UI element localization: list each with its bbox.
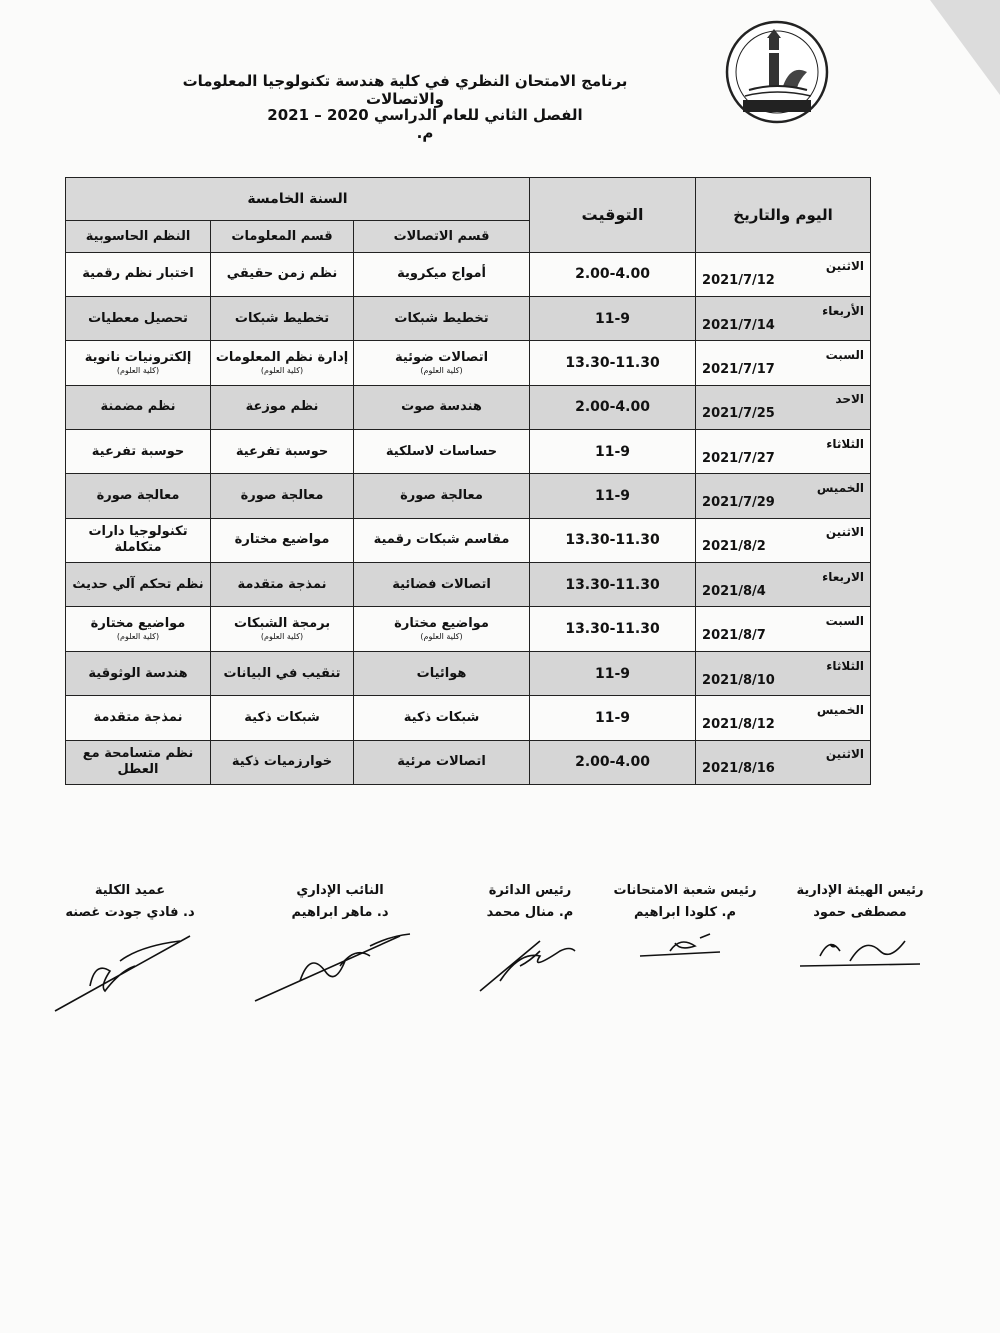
subject-name: مواضيع مختارة (394, 616, 489, 632)
subject-cell (354, 474, 530, 518)
subject-name: نظم متسامحة مع العطل (82, 746, 194, 778)
exam-time: 2.00-4.00 (530, 252, 696, 296)
subject-cell (66, 296, 211, 340)
exam-date: 2021/7/25 (702, 406, 775, 422)
subject-cell (66, 563, 211, 607)
day-date-cell (696, 563, 871, 607)
subject-name: شبكات ذكية (403, 709, 480, 725)
subject-name: نظم موزعة (245, 399, 319, 415)
subject-cell (66, 696, 211, 740)
exam-time: 13.30-11.30 (530, 607, 696, 651)
exam-schedule-table (65, 177, 871, 785)
subject-cell (66, 341, 211, 385)
day-name: الاربعاء (822, 569, 865, 584)
faculty-note: (كلية العلوم) (260, 632, 304, 642)
subject-name: اتصالات مرئية (397, 754, 486, 770)
table-row (66, 385, 871, 429)
signature-role: النائب الإداري (296, 883, 384, 898)
exam-date: 2021/8/16 (702, 761, 775, 777)
exam-date: 2021/8/4 (702, 583, 766, 599)
subject-name: معالجة صورة (96, 488, 180, 504)
subject-cell (66, 607, 211, 651)
day-name: الأربعاء (822, 303, 865, 318)
subject-cell (354, 385, 530, 429)
header-fifth-year: السنة الخامسة (66, 178, 530, 221)
signature-name: د. ماهر ابراهيم (291, 905, 389, 920)
subject-name: تكنولوجيا دارات متكاملة (88, 524, 188, 556)
subject-name: معالجة صورة (240, 488, 324, 504)
subject-cell (66, 518, 211, 562)
header-dept-information: قسم المعلومات (211, 221, 354, 252)
table-row (66, 696, 871, 740)
header-dept-communications: قسم الاتصالات (354, 221, 530, 252)
day-name: الاثنين (825, 747, 865, 762)
day-date-cell (696, 341, 871, 385)
day-date-cell (696, 430, 871, 474)
signature-role: رئيس الدائرة (488, 883, 572, 898)
subject-name: تخطيط شبكات (394, 310, 489, 326)
day-date-cell (696, 651, 871, 695)
table-row (66, 518, 871, 562)
subject-cell (66, 252, 211, 296)
subject-cell (354, 607, 530, 651)
signature-role: رئيس شعبة الامتحانات (613, 883, 757, 898)
table-row (66, 474, 871, 518)
faculty-note: (كلية العلوم) (260, 366, 304, 375)
day-name: الثلاثاء (826, 658, 865, 673)
subject-name: نظم تحكم آلي حديث (72, 576, 204, 592)
exam-date: 2021/8/12 (702, 716, 775, 732)
subject-name: حوسبة تفرعية (235, 443, 329, 459)
table-row (66, 341, 871, 385)
day-date-cell (696, 296, 871, 340)
table-row (66, 607, 871, 651)
semester-subtitle: الفصل الثاني للعام الدراسي 2020 – 2021 م. (267, 106, 583, 142)
signature-role: عميد الكلية (94, 883, 166, 898)
subject-name: اتصالات ضوئية (394, 350, 489, 365)
subject-name: هندسة الوثوقية (88, 665, 188, 681)
signature-name: د. فادي جودت غصنه (65, 905, 195, 920)
header-day-date: اليوم والتاريخ (696, 178, 871, 253)
day-name: السبت (825, 348, 865, 362)
subject-cell (354, 341, 530, 385)
subject-cell (354, 430, 530, 474)
faculty-note: (كلية العلوم) (420, 366, 463, 375)
subject-name: نمذجة متقدمة (237, 576, 327, 592)
exam-time: 11-9 (530, 430, 696, 474)
signature-name: م. كلودا ابراهيم (633, 905, 737, 920)
exam-time: 11-9 (530, 696, 696, 740)
subject-cell (354, 651, 530, 695)
subject-cell (66, 474, 211, 518)
subject-cell (354, 252, 530, 296)
subject-name: نمذجة متقدمة (93, 709, 183, 725)
subject-name: معالجة صورة (400, 488, 483, 504)
exam-date: 2021/8/2 (702, 539, 766, 555)
header-time: التوقيت (530, 178, 696, 253)
subject-name: إلكترونيات نانوية (84, 350, 192, 365)
subject-name: خوارزميات ذكية (231, 754, 333, 770)
subject-name: مقاسم شبكات رقمية (373, 532, 510, 548)
signature-administrative-deputy (250, 880, 430, 1006)
exam-date: 2021/7/29 (702, 495, 775, 511)
day-name: الخميس (816, 481, 865, 496)
day-date-cell (696, 252, 871, 296)
exam-time: 13.30-11.30 (530, 563, 696, 607)
subject-name: اختبار نظم رقمية (82, 266, 194, 282)
day-name: السبت (825, 614, 865, 629)
subject-cell (211, 696, 354, 740)
subject-name: تنقيب في البيانات (223, 665, 341, 681)
subject-name: برمجة الشبكات (233, 616, 331, 632)
subject-name: مواضيع مختارة (234, 532, 330, 548)
subject-cell (354, 696, 530, 740)
subject-name: حوسبة تفرعية (91, 443, 185, 459)
subject-cell (211, 430, 354, 474)
handwritten-signature (470, 926, 590, 996)
subject-name: شبكات ذكية (244, 709, 320, 725)
exam-date: 2021/7/27 (702, 450, 775, 466)
handwritten-signature (50, 926, 210, 1016)
subject-name: حساسات لاسلكية (385, 443, 498, 459)
subject-name: اتصالات فضائية (392, 576, 491, 592)
faculty-note: (كلية العلوم) (420, 632, 463, 642)
subject-cell (66, 651, 211, 695)
subject-name: تحصيل معطيات (88, 310, 188, 326)
subject-cell (66, 385, 211, 429)
table-row (66, 563, 871, 607)
subject-cell (354, 563, 530, 607)
day-date-cell (696, 740, 871, 784)
subject-name: هوائيات (416, 665, 467, 681)
subject-name: مواضيع مختارة (90, 616, 186, 632)
table-row (66, 651, 871, 695)
handwritten-signature (630, 926, 740, 966)
faculty-note: (كلية العلوم) (116, 366, 160, 375)
university-seal-logo (725, 20, 829, 124)
subject-cell (211, 518, 354, 562)
day-name: الاثنين (825, 525, 865, 540)
subject-cell (211, 563, 354, 607)
subject-name: إدارة نظم المعلومات (215, 350, 349, 365)
header-dept-computer-systems: النظم الحاسوبية (66, 221, 211, 252)
day-date-cell (696, 474, 871, 518)
subject-cell (211, 607, 354, 651)
exam-time: 11-9 (530, 296, 696, 340)
exam-time: 13.30-11.30 (530, 518, 696, 562)
exam-time: 13.30-11.30 (530, 341, 696, 385)
table-row (66, 430, 871, 474)
day-date-cell (696, 607, 871, 651)
exam-date: 2021/8/10 (702, 672, 775, 688)
subject-name: نظم زمن حقيقي (226, 266, 338, 282)
subject-cell (211, 252, 354, 296)
subject-cell (354, 518, 530, 562)
subject-cell (211, 296, 354, 340)
handwritten-signature (250, 926, 430, 1006)
signature-exam-division-head (600, 880, 770, 966)
exam-time: 2.00-4.00 (530, 385, 696, 429)
day-name: الخميس (816, 702, 865, 717)
table-row (66, 740, 871, 784)
exam-date: 2021/7/17 (702, 362, 775, 377)
exam-date: 2021/7/12 (702, 273, 775, 289)
subject-cell (354, 740, 530, 784)
day-date-cell (696, 385, 871, 429)
subject-cell (211, 385, 354, 429)
day-date-cell (696, 518, 871, 562)
faculty-note: (كلية العلوم) (116, 632, 160, 642)
subject-cell (211, 651, 354, 695)
subject-name: هندسة صوت (401, 399, 482, 415)
subject-name: تخطيط شبكات (234, 310, 330, 326)
signature-department-head (460, 880, 600, 996)
exam-date: 2021/7/14 (702, 317, 775, 333)
signature-faculty-dean (40, 880, 220, 1016)
exam-date: 2021/8/7 (702, 628, 766, 644)
table-row (66, 296, 871, 340)
exam-time: 11-9 (530, 651, 696, 695)
signature-role: رئيس الهيئة الإدارية (796, 883, 924, 898)
subject-cell (211, 740, 354, 784)
subject-cell (211, 341, 354, 385)
exam-time: 11-9 (530, 474, 696, 518)
day-date-cell (696, 696, 871, 740)
subject-cell (66, 430, 211, 474)
signature-admin-board-head (770, 880, 950, 976)
table-row (66, 252, 871, 296)
subject-cell (354, 296, 530, 340)
signature-name: مصطفى حمود (813, 905, 907, 920)
day-name: الاثنين (825, 259, 865, 274)
day-name: الاحد (835, 392, 865, 407)
handwritten-signature (790, 926, 930, 976)
exam-time: 2.00-4.00 (530, 740, 696, 784)
subject-cell (211, 474, 354, 518)
schedule-title: برنامج الامتحان النظري في كلية هندسة تكنولوجيا المعلومات والاتصالات (182, 72, 628, 108)
subject-name: أمواج ميكروية (397, 266, 486, 282)
subject-cell (66, 740, 211, 784)
signature-name: م. منال محمد (486, 905, 574, 920)
subject-name: نظم مضمنة (100, 399, 176, 415)
day-name: الثلاثاء (826, 436, 865, 451)
